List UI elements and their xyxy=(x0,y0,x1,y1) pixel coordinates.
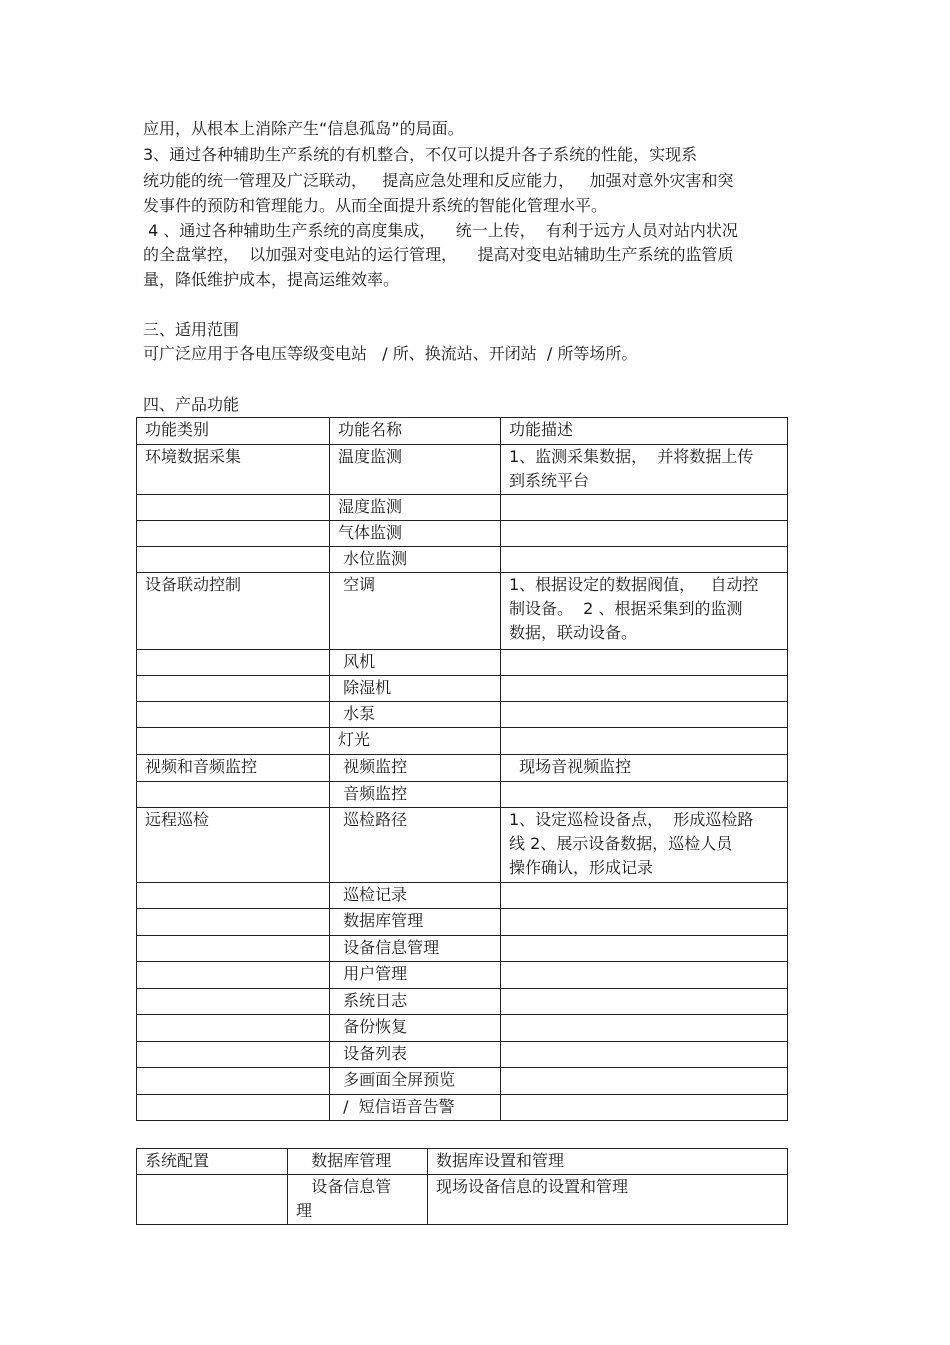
table-row xyxy=(137,445,788,495)
table-cell xyxy=(501,1015,788,1042)
table-header-cell: 功能名称 xyxy=(330,418,501,445)
table-cell xyxy=(501,909,788,936)
paragraph-line: 的全盘掌控， 以加强对变电站的运行管理， 提高对变电站辅助生产系统的监管质 xyxy=(143,245,734,264)
table-row xyxy=(137,521,788,547)
table-cell: 数据库管理 xyxy=(288,1149,428,1175)
table-row xyxy=(137,728,788,755)
table-row xyxy=(137,909,788,936)
table-cell: 巡检记录 xyxy=(330,883,501,909)
table-row xyxy=(137,1042,788,1068)
paragraph-line: 可广泛应用于各电压等级变电站 / 所、换流站、开闭站 / 所等场所。 xyxy=(143,344,638,363)
table-cell xyxy=(137,883,330,909)
table-cell xyxy=(501,521,788,547)
table-cell: 1、监测采集数据， 并将数据上传 到系统平台 xyxy=(501,445,788,495)
table-row xyxy=(137,1149,788,1175)
table-row xyxy=(137,495,788,521)
table-cell: 设备信息管 理 xyxy=(288,1175,428,1225)
table-cell: 1、设定巡检设备点， 形成巡检路 线 2、展示设备数据，巡检人员 操作确认，形成记录 xyxy=(501,808,788,883)
table-cell xyxy=(137,495,330,521)
table-cell: 风机 xyxy=(330,650,501,676)
table-cell: 远程巡检 xyxy=(137,808,330,883)
table-header-cell: 功能类别 xyxy=(137,418,330,445)
table-cell: 多画面全屏预览 xyxy=(330,1068,501,1095)
table-cell xyxy=(501,650,788,676)
table-cell: 系统配置 xyxy=(137,1149,288,1175)
table-header-row xyxy=(137,418,788,445)
section-heading-scope: 三、适用范围 xyxy=(143,320,240,339)
table-cell: 备份恢复 xyxy=(330,1015,501,1042)
config-table xyxy=(136,1148,788,1225)
table-cell xyxy=(501,495,788,521)
table-header-cell: 功能描述 xyxy=(501,418,788,445)
section-heading-functions: 四、产品功能 xyxy=(143,395,240,414)
table-cell: 数据库设置和管理 xyxy=(428,1149,788,1175)
table-row xyxy=(137,989,788,1015)
table-cell xyxy=(137,547,330,573)
table-row xyxy=(137,808,788,883)
table-row xyxy=(137,782,788,808)
table-cell: 视频监控 xyxy=(330,755,501,782)
table-cell: 现场设备信息的设置和管理 xyxy=(428,1175,788,1225)
table-cell: 水位监测 xyxy=(330,547,501,573)
table-cell: 空调 xyxy=(330,573,501,650)
table-cell xyxy=(501,936,788,962)
table-cell xyxy=(501,883,788,909)
table-row xyxy=(137,936,788,962)
paragraph-line: 4 、通过各种辅助生产系统的高度集成， 统一上传， 有利于远方人员对站内状况 xyxy=(143,221,738,240)
table-cell: 现场音视频监控 xyxy=(501,755,788,782)
table-cell xyxy=(501,547,788,573)
table-cell xyxy=(501,962,788,989)
table-cell: 设备联动控制 xyxy=(137,573,330,650)
paragraph-line: 应用，从根本上消除产生“信息孤岛”的局面。 xyxy=(143,119,464,138)
table-row xyxy=(137,883,788,909)
table-cell: 音频监控 xyxy=(330,782,501,808)
table-cell xyxy=(501,1042,788,1068)
table-cell: 水泵 xyxy=(330,702,501,728)
paragraph-line: 3、通过各种辅助生产系统的有机整合，不仅可以提升各子系统的性能，实现系 xyxy=(143,145,698,164)
table-cell xyxy=(137,1068,330,1095)
table-cell: 1、根据设定的数据阀值， 自动控 制设备。 2 、根据采集到的监测 数据，联动设备。 xyxy=(501,573,788,650)
table-cell xyxy=(137,1042,330,1068)
paragraph-line: 量，降低维护成本，提高运维效率。 xyxy=(143,270,400,289)
table-cell xyxy=(137,521,330,547)
table-cell xyxy=(501,989,788,1015)
table-cell: 灯光 xyxy=(330,728,501,755)
table-cell xyxy=(501,676,788,702)
table-cell: 设备信息管理 xyxy=(330,936,501,962)
table-cell xyxy=(501,1068,788,1095)
table-cell: 用户管理 xyxy=(330,962,501,989)
table-row xyxy=(137,755,788,782)
table-cell xyxy=(137,1175,288,1225)
table-cell xyxy=(137,728,330,755)
table-cell: / 短信语音告警 xyxy=(330,1095,501,1121)
table-cell xyxy=(137,782,330,808)
table-cell: 数据库管理 xyxy=(330,909,501,936)
table-cell xyxy=(501,782,788,808)
table-cell: 湿度监测 xyxy=(330,495,501,521)
table-cell xyxy=(137,936,330,962)
table-row xyxy=(137,1015,788,1042)
table-cell xyxy=(137,962,330,989)
table-cell xyxy=(501,728,788,755)
table-cell xyxy=(137,989,330,1015)
table-row xyxy=(137,1095,788,1121)
table-cell: 巡检路径 xyxy=(330,808,501,883)
table-cell xyxy=(501,1095,788,1121)
table-cell: 气体监测 xyxy=(330,521,501,547)
table-cell xyxy=(137,676,330,702)
table-cell: 温度监测 xyxy=(330,445,501,495)
function-table xyxy=(136,417,788,1121)
table-row xyxy=(137,676,788,702)
table-cell xyxy=(137,1095,330,1121)
paragraph-line: 发事件的预防和管理能力。从而全面提升系统的智能化管理水平。 xyxy=(143,196,608,215)
paragraph-line: 统功能的统一管理及广泛联动， 提高应急处理和反应能力， 加强对意外灾害和突 xyxy=(143,171,734,190)
table-row xyxy=(137,1175,788,1225)
table-cell xyxy=(137,1015,330,1042)
table-row xyxy=(137,573,788,650)
table-cell xyxy=(137,909,330,936)
table-row xyxy=(137,962,788,989)
table-cell xyxy=(137,650,330,676)
table-row xyxy=(137,650,788,676)
table-cell xyxy=(137,702,330,728)
table-row xyxy=(137,1068,788,1095)
table-cell xyxy=(501,702,788,728)
table-row xyxy=(137,547,788,573)
table-cell: 环境数据采集 xyxy=(137,445,330,495)
table-cell: 设备列表 xyxy=(330,1042,501,1068)
table-row xyxy=(137,702,788,728)
table-cell: 系统日志 xyxy=(330,989,501,1015)
table-cell: 视频和音频监控 xyxy=(137,755,330,782)
table-cell: 除湿机 xyxy=(330,676,501,702)
